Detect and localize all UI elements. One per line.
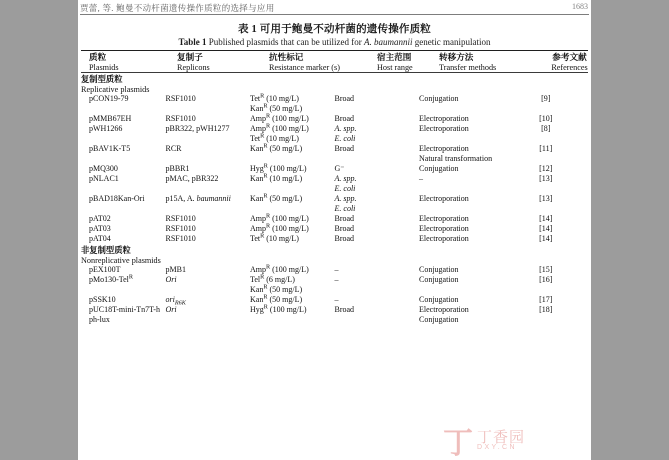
table-row (81, 265, 588, 275)
host-line: – (334, 295, 339, 305)
cell-host (335, 214, 420, 224)
col-header-en-plasmid: Plasmids (89, 63, 119, 73)
host-line: E. coli (334, 204, 356, 214)
table-row (81, 124, 588, 144)
host-line: A. spp. (334, 124, 357, 134)
replicon-italic: . baumannii (192, 194, 231, 204)
page-number: 1683 (572, 2, 588, 11)
marker-line: Amp$^R$ (100 mg/L) (250, 112, 309, 124)
table-caption-cn: 表 1 可用于鲍曼不动杆菌的遗传操作质粒 (238, 24, 431, 35)
table-row (81, 94, 588, 114)
cell-transfer (419, 124, 504, 144)
cell-plasmid: pCON19-79 (89, 94, 129, 104)
col-header-cn-plasmid: 质粒 (89, 52, 107, 63)
transfer-line: Electroporation (419, 224, 469, 234)
marker-superscript: R (266, 263, 271, 271)
table-block (81, 18, 588, 325)
watermark-subtext: DXY.CN (477, 444, 517, 451)
running-head-left: 贾蕾, 等. 鲍曼不动杆菌遗传操作质粒的选择与应用 (80, 3, 275, 13)
plasmid-superscript: R (128, 273, 134, 281)
cell-reference: [8] (541, 124, 551, 134)
cell-reference: [13] (539, 174, 553, 184)
cell-transfer (419, 234, 504, 244)
host-line: Broad (334, 214, 355, 224)
marker-line: Kan$^R$ (10 mg/L) (250, 172, 303, 184)
cell-plasmid: pAT02 (89, 214, 111, 224)
cell-transfer (419, 275, 504, 295)
watermark-text: 丁香园 (477, 429, 526, 446)
cell-replicon: RSF1010 (165, 224, 196, 234)
cell-marker (250, 124, 335, 144)
marker-superscript: R (266, 112, 271, 120)
watermark (437, 414, 587, 458)
host-line: Broad (334, 144, 355, 154)
replicon-italic: Ori (165, 305, 177, 315)
cell-reference: [14] (539, 214, 553, 224)
cell-transfer (419, 194, 504, 214)
marker-superscript: R (266, 222, 271, 230)
cell-marker (250, 144, 335, 164)
plasmid-table-body (81, 73, 588, 325)
col-header-cn-ref: 参考文献 (552, 52, 587, 63)
cell-replicon: p15A, A. baumannii (165, 194, 231, 204)
table-row (81, 144, 588, 164)
cell-marker (250, 305, 335, 325)
cell-reference: [14] (539, 234, 553, 244)
col-header-cn-host: 宿主范围 (377, 52, 412, 63)
cell-plasmid: pMo130-Tel$^R$ (89, 273, 134, 285)
host-line: A. spp. (334, 174, 357, 184)
transfer-line: Electroporation (419, 214, 469, 224)
marker-superscript: R (263, 283, 268, 291)
cell-replicon: RSF1010 (165, 94, 196, 104)
table-row (81, 114, 588, 124)
marker-superscript: R (266, 212, 271, 220)
marker-superscript: R (266, 122, 271, 130)
cell-replicon (166, 275, 251, 295)
cell-plasmid: pUC18T-mini-Tn7T-h ph-lux (81, 305, 166, 325)
section-header-cn: 复制型质粒 (81, 75, 123, 85)
col-header-en-marker: Resistance marker (s) (269, 63, 340, 73)
cell-replicon: pBBR1 (165, 164, 190, 174)
cell-replicon: RSF1010 (165, 214, 196, 224)
transfer-line: Electroporation (419, 234, 469, 244)
table-header-cn-row (81, 51, 591, 63)
replicon-italic: ori (165, 295, 175, 305)
host-line: Broad (334, 234, 355, 244)
cell-marker (250, 114, 335, 124)
cell-replicon: pMB1 (165, 265, 186, 275)
host-line: A. spp. (334, 194, 357, 204)
cell-replicon: pMAC, pBR322 (165, 174, 219, 184)
marker-line: Amp$^R$ (100 mg/L) (250, 222, 309, 234)
host-line: Broad (334, 224, 355, 234)
cell-marker (250, 234, 335, 244)
cell-transfer (419, 174, 504, 194)
cell-host (335, 124, 420, 144)
host-line: – (334, 265, 339, 275)
replicon-italic: Ori (165, 275, 177, 285)
cell-marker (250, 94, 335, 114)
marker-line: Tet$^R$ (10 mg/L) (250, 132, 299, 144)
marker-line: Tel$^R$ (6 mg/L) (250, 273, 295, 285)
cell-reference: [14] (539, 224, 553, 234)
cell-plasmid: pAT03 (89, 224, 111, 234)
cell-replicon: RCR (165, 144, 182, 154)
cell-plasmid: pSSK10 (89, 295, 116, 305)
marker-line: Tet$^R$ (10 mg/L) (250, 92, 299, 104)
cell-plasmid: pBAV1K-T5 (89, 144, 131, 154)
cell-replicon: RSF1010 (165, 234, 196, 244)
transfer-line: Natural transformation (419, 154, 493, 164)
cell-reference: [18] (539, 305, 553, 315)
transfer-line: Conjugation (419, 94, 459, 104)
cell-transfer (419, 94, 504, 114)
cell-host (335, 305, 420, 325)
marker-superscript: R (263, 192, 268, 200)
marker-superscript: R (260, 273, 265, 281)
marker-superscript: R (263, 162, 268, 170)
marker-line: Kan$^R$ (50 mg/L) (250, 192, 303, 204)
marker-superscript: R (260, 92, 265, 100)
cell-transfer (419, 295, 504, 305)
cell-marker (250, 295, 335, 305)
marker-superscript: R (263, 102, 268, 110)
cell-transfer (419, 114, 504, 124)
table-header-en-row (81, 63, 591, 72)
marker-line: Amp$^R$ (100 mg/L) (250, 212, 309, 224)
marker-line: Tet$^R$ (10 mg/L) (250, 232, 299, 244)
cell-host (335, 295, 420, 305)
transfer-line: Electroporation (419, 114, 469, 124)
section-header-en: Replicative plasmids (81, 85, 150, 95)
table-row (81, 234, 588, 244)
cell-host (335, 275, 420, 295)
host-line: Broad (334, 94, 355, 104)
marker-line: Amp$^R$ (100 mg/L) (250, 122, 309, 134)
cell-transfer (419, 164, 504, 174)
document-page (78, 0, 591, 460)
watermark-logo-char: 丁 (443, 427, 473, 460)
cell-host (335, 224, 420, 234)
marker-line: Kan$^R$ (50 mg/L) (250, 142, 303, 154)
plasmid-table (81, 51, 591, 72)
cell-marker (250, 194, 335, 214)
cell-host (335, 94, 420, 114)
cell-host (335, 234, 420, 244)
marker-line: Kan$^R$ (50 mg/L) (250, 102, 303, 114)
col-header-cn-marker: 抗性标记 (269, 52, 304, 63)
marker-line: Hyg$^R$ (100 mg/L) (250, 162, 307, 174)
table-caption-en-tail: genetic manipulation (414, 37, 491, 47)
cell-reference: [16] (539, 275, 553, 285)
col-header-cn-transfer: 转移方法 (439, 52, 474, 63)
cell-host (335, 164, 420, 174)
cell-replicon (166, 295, 251, 305)
table-row (81, 174, 588, 194)
cell-plasmid: pAT04 (89, 234, 111, 244)
cell-marker (250, 174, 335, 194)
cell-reference: [17] (539, 295, 553, 305)
col-header-en-transfer: Transfer methods (439, 63, 497, 73)
table-caption-en-text: Published plasmids that can be utilized for (208, 37, 362, 47)
cell-transfer (419, 265, 504, 275)
transfer-line: Conjugation (419, 164, 459, 174)
table-row (81, 214, 588, 224)
cell-reference: [10] (539, 114, 553, 124)
host-line: – (334, 275, 339, 285)
marker-line: Kan$^R$ (50 mg/L) (250, 283, 303, 295)
cell-transfer (419, 214, 504, 224)
transfer-line: Conjugation (419, 315, 459, 325)
col-header-en-host: Host range (377, 63, 413, 73)
transfer-line: – (419, 174, 423, 184)
table-row (81, 295, 588, 305)
table-row (81, 194, 588, 214)
marker-line: Kan$^R$ (50 mg/L) (250, 293, 303, 305)
transfer-line: Electroporation (419, 144, 469, 154)
header-rule (80, 14, 589, 15)
cell-host (335, 144, 420, 164)
cell-transfer (419, 305, 504, 325)
col-header-en-replicon: Replicons (177, 63, 210, 73)
cell-reference: [13] (539, 194, 553, 204)
cell-plasmid: pNLAC1 (89, 174, 119, 184)
table-row (81, 224, 588, 234)
marker-superscript: R (260, 232, 265, 240)
cell-marker (250, 275, 335, 295)
marker-superscript: R (263, 172, 268, 180)
cell-replicon: pBR322, pWH1277 (165, 124, 230, 134)
cell-plasmid: pMQ300 (89, 164, 118, 174)
col-header-en-ref: References (551, 63, 588, 73)
table-caption-en-species: A. baumannii (363, 37, 413, 47)
transfer-line: Conjugation (419, 275, 459, 285)
marker-line: Hyg$^R$ (100 mg/L) (250, 303, 307, 315)
transfer-line: Conjugation (419, 295, 459, 305)
marker-superscript: R (260, 132, 265, 140)
marker-superscript: R (263, 303, 268, 311)
table-row (81, 305, 588, 325)
cell-host (335, 114, 420, 124)
cell-host (335, 265, 420, 275)
col-header-cn-replicon: 复制子 (177, 52, 203, 63)
host-line: G⁻ (334, 164, 345, 174)
table-caption-en (81, 37, 588, 50)
cell-transfer (419, 144, 504, 164)
host-line: E. coli (334, 184, 356, 194)
cell-plasmid: pEX100T (89, 265, 121, 275)
transfer-line: Electroporation (419, 194, 469, 204)
table-caption-en-label: Table 1 (178, 37, 207, 47)
cell-reference: [9] (541, 94, 551, 104)
marker-superscript: R (263, 293, 268, 301)
section-header-en: Nonreplicative plasmids (81, 256, 161, 266)
marker-superscript: R (263, 142, 268, 150)
table-row (81, 164, 588, 174)
host-line: Broad (334, 114, 355, 124)
cell-reference: [12] (539, 164, 553, 174)
replicon-subscript: R6K (174, 299, 186, 307)
transfer-line: Electroporation (419, 124, 469, 134)
table-row (81, 275, 588, 295)
cell-host (335, 174, 420, 194)
host-line: E. coli (334, 134, 356, 144)
cell-host (335, 194, 420, 214)
cell-replicon (166, 305, 251, 325)
transfer-line: Electroporation (419, 305, 469, 315)
host-line: Broad (334, 305, 355, 315)
cell-plasmid: pBAD18Kan-Ori (89, 194, 145, 204)
section-header-cn: 非复制型质粒 (81, 246, 131, 256)
marker-line: Amp$^R$ (100 mg/L) (250, 263, 309, 275)
cell-reference: [15] (539, 265, 553, 275)
cell-transfer (419, 224, 504, 234)
cell-replicon: RSF1010 (165, 114, 196, 124)
cell-marker (250, 214, 335, 224)
cell-plasmid: pWH1266 (89, 124, 123, 134)
plasmid-name-line2: ph-lux (89, 315, 110, 325)
cell-plasmid: pMMB67EH (89, 114, 132, 124)
transfer-line: Conjugation (419, 265, 459, 275)
cell-reference: [11] (539, 144, 553, 154)
